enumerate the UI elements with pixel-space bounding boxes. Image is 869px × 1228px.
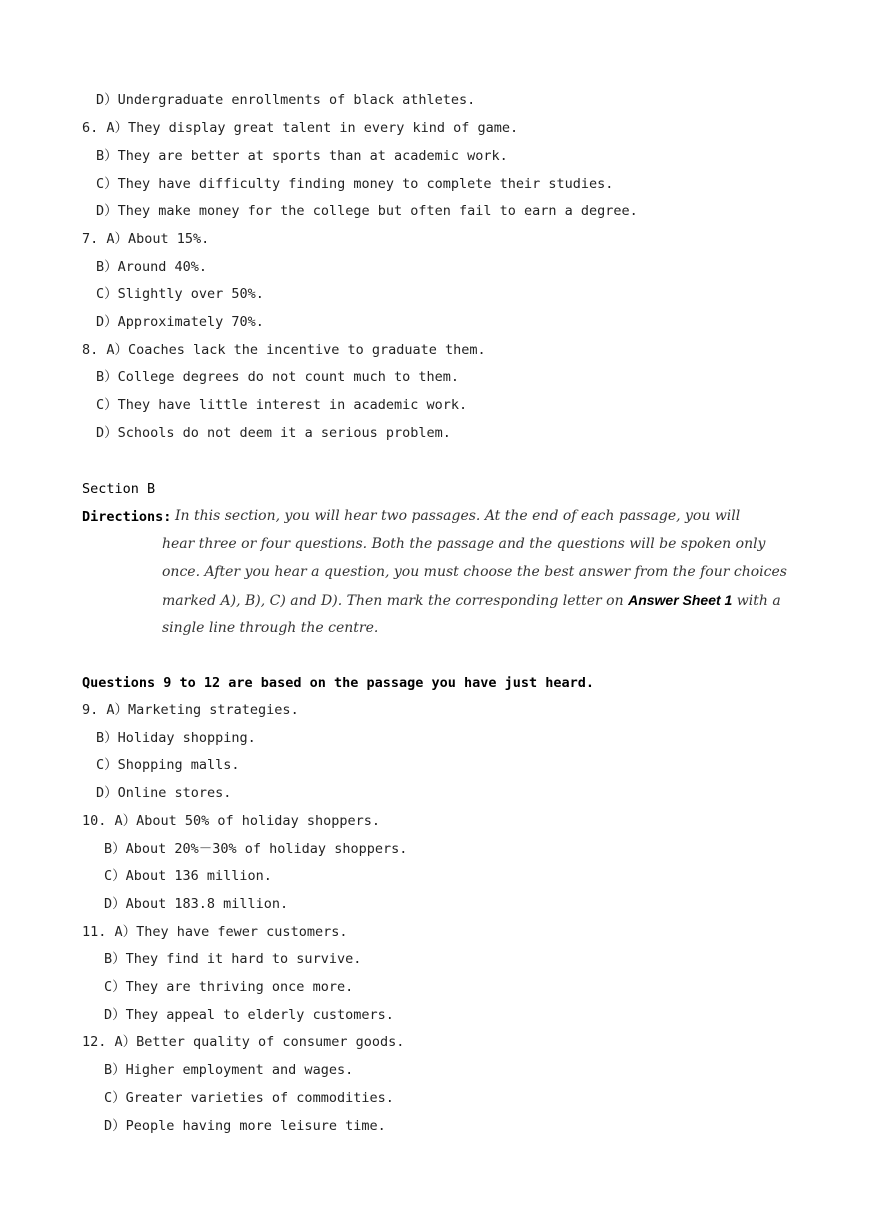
q8-option-d: D）Schools do not deem it a serious problem. bbox=[96, 425, 451, 441]
q7-option-d: D）Approximately 70%. bbox=[96, 314, 264, 330]
directions-text-after: with a single line through the centre. bbox=[162, 592, 781, 637]
q10-option-b: B）About 20%－30% of holiday shoppers. bbox=[104, 841, 408, 857]
q7-option-a: 7. A）About 15%. bbox=[82, 231, 210, 247]
q6-option-b: B）They are better at sports than at academic work. bbox=[96, 148, 508, 164]
directions-line-1: In this section, you will hear two passages. At the end of each passage, you will bbox=[175, 508, 741, 524]
q12-option-c: C）Greater varieties of commodities. bbox=[104, 1090, 394, 1106]
q8-option-b: B）College degrees do not count much to them. bbox=[96, 369, 459, 385]
directions-text-before: hear three or four questions. Both the passage and the questions will be spoken only once. After you hear a question, you must choose the best answer from the four choices marked A), B), C) and D). Then mark the corresponding letter on bbox=[162, 536, 787, 609]
q10-option-d: D）About 183.8 million. bbox=[104, 896, 289, 912]
q9-option-d: D）Online stores. bbox=[96, 785, 232, 801]
q6-option-d: D）They make money for the college but often fail to earn a degree. bbox=[96, 203, 638, 219]
q8-option-c: C）They have little interest in academic work. bbox=[96, 397, 468, 413]
q11-option-b: B）They find it hard to survive. bbox=[104, 951, 362, 967]
q12-option-d: D）People having more leisure time. bbox=[104, 1118, 386, 1134]
q6-option-a: 6. A）They display great talent in every kind of game. bbox=[82, 120, 519, 136]
q11-option-d: D）They appeal to elderly customers. bbox=[104, 1007, 394, 1023]
q12-option-a: 12. A）Better quality of consumer goods. bbox=[82, 1034, 405, 1050]
q5-option-d: D）Undergraduate enrollments of black athletes. bbox=[96, 92, 476, 108]
directions-body bbox=[162, 531, 788, 643]
passage-intro: Questions 9 to 12 are based on the passage you have just heard. bbox=[82, 675, 595, 691]
q10-option-c: C）About 136 million. bbox=[104, 868, 272, 884]
q11-option-c: C）They are thriving once more. bbox=[104, 979, 354, 995]
q7-option-c: C）Slightly over 50%. bbox=[96, 286, 264, 302]
q8-option-a: 8. A）Coaches lack the incentive to graduate them. bbox=[82, 342, 486, 358]
section-heading: Section B bbox=[82, 481, 156, 497]
q6-option-c: C）They have difficulty finding money to complete their studies. bbox=[96, 176, 614, 192]
q9-option-c: C）Shopping malls. bbox=[96, 757, 240, 773]
q11-option-a: 11. A）They have fewer customers. bbox=[82, 924, 348, 940]
answer-sheet-label: Answer Sheet 1 bbox=[628, 591, 733, 608]
q10-option-a: 10. A）About 50% of holiday shoppers. bbox=[82, 813, 380, 829]
q9-option-a: 9. A）Marketing strategies. bbox=[82, 702, 299, 718]
directions-label: Directions: bbox=[82, 509, 172, 525]
q9-option-b: B）Holiday shopping. bbox=[96, 730, 256, 746]
q7-option-b: B）Around 40%. bbox=[96, 259, 208, 275]
q12-option-b: B）Higher employment and wages. bbox=[104, 1062, 354, 1078]
